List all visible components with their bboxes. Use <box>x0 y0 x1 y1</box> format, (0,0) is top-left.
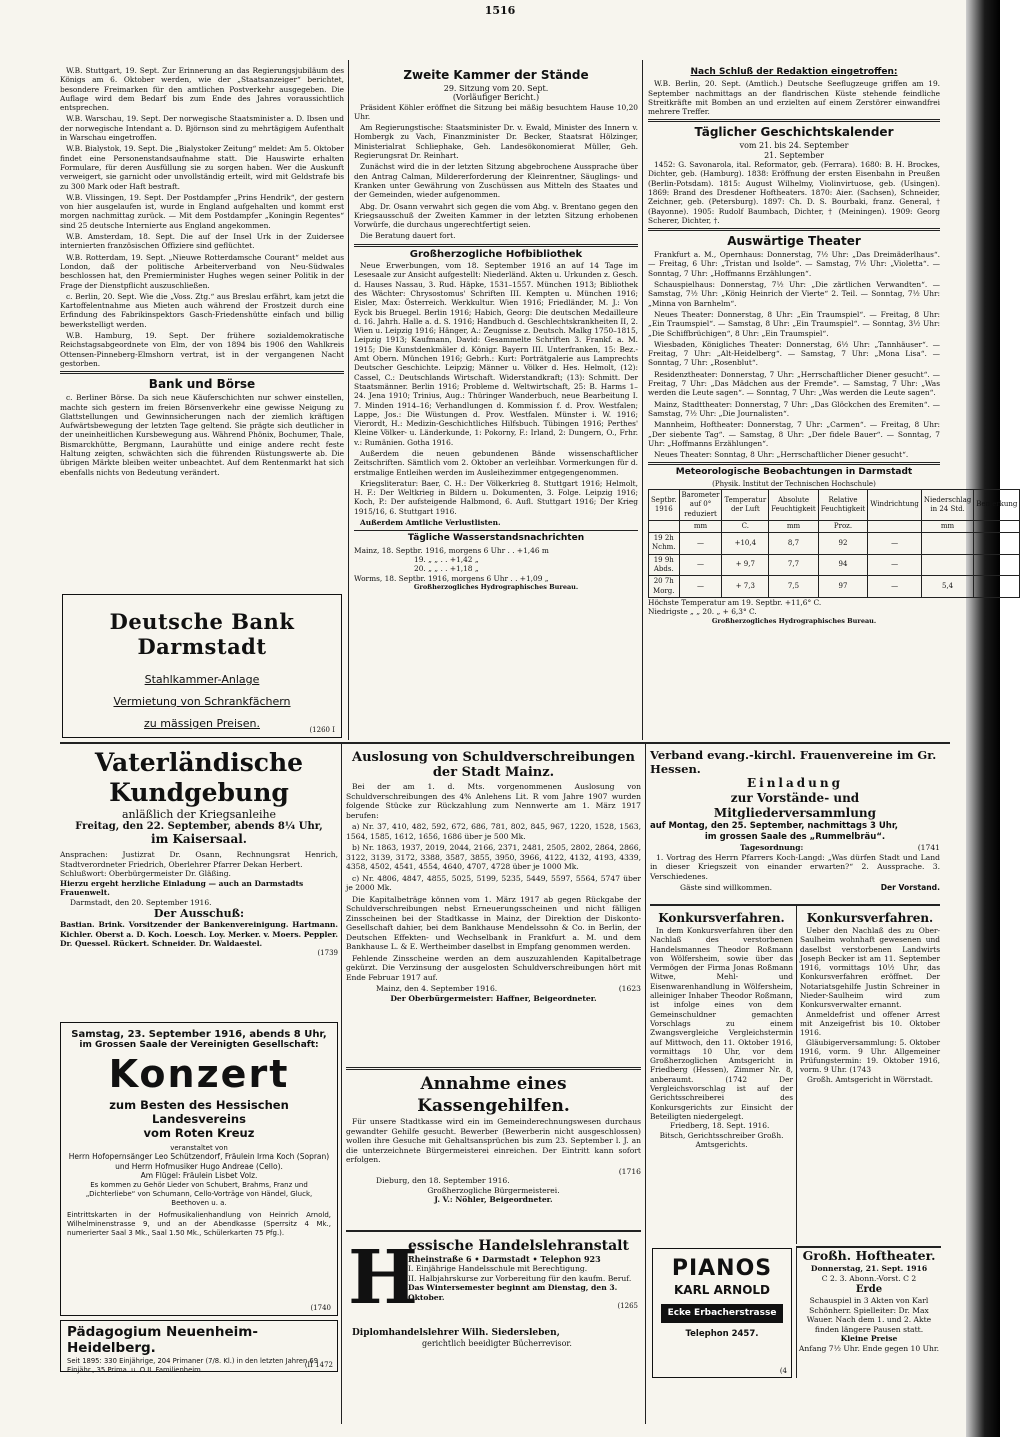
parliament-para: Am Regierungstische: Staatsminister Dr. v. Ewald, Minister des Innern v. Hombergk zu Vach, Finanzminister Dr. Becker, Staatsrat Hölzinger, Ministerialrat Schliephake, Geh. Landesökonomierat Müller, Geh. Regierungsrat Dr. Reinhart. <box>354 123 638 161</box>
paedagogium-title: Pädagogium Neuenheim-Heidelberg. <box>67 1324 258 1356</box>
weather-head: Temperatur der Luft <box>722 489 769 520</box>
weather-cell <box>974 576 1020 598</box>
weather-cell: 20 7h Morg. <box>649 576 680 598</box>
paedagogium-ad <box>60 1320 338 1372</box>
konkurs-title: Konkursverfahren. <box>806 911 934 925</box>
handelsschule-line: I. Einjährige Handelsschule mit Berechtigung. <box>408 1264 588 1273</box>
parliament-para: Zunächst wird die in der letzten Sitzung abgebrochene Aussprache über den Antrag Calman, Mildererforderung der Kleinrentner, Säuglings- und Kranken unter Gewährung von Zuschüssen aus Mitteln des Staates und der Gemeinden, wieder aufgenommen. <box>354 162 638 200</box>
verband-board: Der Vorstand. <box>880 883 940 892</box>
konzert-artists: Herrn Hofopernsänger Leo Schützendorf, Fräulein Irma Koch (Sopran) und Herrn Hofmusiker Hugo Andreae (Cello). <box>68 1152 330 1171</box>
paedagogium-text: Seit 1895: 330 Einjährige, 204 Primaner (7/8. Kl.) in den letzten Jahren 69 Einjähr., 35 Prima. u. O II. Familienheim. <box>67 1357 319 1374</box>
weather-cell <box>974 554 1020 576</box>
verband-notice <box>650 748 940 898</box>
pianos-title: PIANOS <box>671 1256 773 1281</box>
news-column-3 <box>648 66 1018 738</box>
ad-ref: (1741 <box>917 843 940 852</box>
news-column-2 <box>354 66 638 738</box>
calendar-sub: vom 21. bis 24. September <box>739 141 849 151</box>
meteo-max: Höchste Temperatur am 19. Septbr. +11,6° C. <box>648 597 822 607</box>
theater-item: Mannheim, Hoftheater: Donnerstag, 7 Uhr: „Carmen“. — Freitag, 8 Uhr: „Der siebente Tag“. — Samstag, 8 Uhr: „Der fidele Bauer“. — Sonntag, 7 Uhr: „Hoffmanns Erzählungen“. <box>648 420 940 448</box>
weather-head: Bemerkung <box>974 489 1020 520</box>
hoftheater-abo: C 2. 3. Abonn.-Vorst. C 2 <box>821 1273 917 1283</box>
weather-unit: Proz. <box>818 520 868 532</box>
column-rule <box>341 744 342 1424</box>
kundgebung-committee-title: Der Ausschuß: <box>153 907 245 920</box>
handelsschule-ad <box>346 1230 641 1422</box>
meteo-sub: (Physik. Institut der Technischen Hochschule) <box>712 479 876 488</box>
water-line: Mainz, 18. Septbr. 1916, morgens 6 Uhr . . +1,46 m <box>354 545 549 555</box>
theater-item: Wiesbaden, Königliches Theater: Donnerstag, 6½ Uhr: „Tannhäuser“. — Freitag, 7 Uhr: „Alt-Heidelberg“. — Samstag, 7 Uhr: „Mona Lisa“. — Sonntag, 7 Uhr: „Rosenblut“. <box>648 339 940 368</box>
auslosung-title: Auslosung von Schuldverschreibungen der Stadt Mainz. <box>352 750 635 780</box>
konzert-program: Es kommen zu Gehör Lieder von Schubert, Brahms, Franz und „Dichterliebe“ von Schumann, Cello-Vorträge von Händel, Gluck, Beethoven u. a. <box>85 1181 313 1207</box>
news-item: W.B. Bialystok, 19. Sept. Die „Bialystoker Zeitung“ meldet: Am 5. Oktober findet eine Personenstandsaufnahme statt. Die Hauswirte erhalten Formulare, für deren Ausfüllung sie zu sorgen haben. Wer die Auskunft verweigert, sie garnicht oder unvollständig erteilt, wird mit Geldstrafe bis zu 300 Mark oder Haft bestraft. <box>60 144 344 191</box>
hoftheater-play: Erde <box>855 1284 883 1295</box>
news-item: W.B. Warschau, 19. Sept. Der norwegische Staatsminister a. D. Ibsen und der norwegische Intendant a. D. Björnson sind zu mehrtägigem Aufenthalt in Warschau eingetroffen. <box>60 114 344 143</box>
section-heading: Tägliche Wasserstandsnachrichten <box>407 533 585 544</box>
pianos-ad <box>652 1248 792 1378</box>
weather-table <box>648 489 1020 598</box>
konkurs-left <box>650 910 793 1149</box>
ad-ref: (1740 <box>310 1304 331 1312</box>
hoftheater-desc: Schauspiel in 3 Akten von Karl Schönherr. Spielleiter: Dr. Max Wauer. Nach dem 1. und 2. Akte finden längere Pausen statt. <box>806 1296 932 1334</box>
column-rule <box>348 60 349 740</box>
section-heading: Bank und Börse <box>148 377 256 392</box>
library-text: Außerdem die neuen gebundenen Bände wissenschaftlicher Zeitschriften. Sämtlich vom 2. Oktober an verleihbar. Vormerkungen für d. erstmalige Entleihen werden im Ausleihezimmer entgegengenommen. <box>354 448 638 477</box>
weather-head: Niederschlag in 24 Std. <box>921 489 973 520</box>
weather-cell: +10,4 <box>722 533 769 555</box>
water-line: 20. „ „ . . +1,18 „ <box>414 564 479 574</box>
weather-head: Windrichtung <box>868 489 922 520</box>
weather-unit: C. <box>722 520 769 532</box>
theater-item: Mainz, Stadttheater: Donnerstag, 7 Uhr: „Das Glöckchen des Eremiten“. — Samstag, 7½ Uhr: „Die Journalisten“. <box>648 399 940 418</box>
weather-head: Barometer auf 0° reduziert <box>679 489 722 520</box>
weather-cell: + 7,3 <box>722 576 769 598</box>
session-line: 29. Sitzung vom 20. Sept. <box>443 84 549 93</box>
weather-unit: mm <box>921 520 973 532</box>
kassengehilfe-office: Großherzogliche Bürgermeisterei. <box>427 1185 560 1195</box>
library-text: Außerdem Amtliche Verlustlisten. <box>360 518 501 528</box>
handelsschule-director2: gerichtlich beeidigter Bücherrevisor. <box>422 1339 572 1348</box>
auslosung-notice <box>346 748 641 1060</box>
auslosung-intro: Bei der am 1. d. Mts. vorgenommenen Auslosung von Schuldverschreibungen des 4% Anlehens Lit. R vom Jahre 1907 wurden folgende Stücke zur Rückzahlung zum Nennwerte am 1. März 1917 berufen: <box>346 782 641 820</box>
hoftheater-start: Anfang 7½ Uhr. Ende gegen 10 Uhr. <box>798 1343 940 1353</box>
parliament-para: Präsident Köhler eröffnet die Sitzung bei mäßig besuchtem Hause 10,20 Uhr. <box>354 102 638 121</box>
weather-unit: mm <box>679 520 722 532</box>
weather-cell: 19 2h Nchm. <box>649 533 680 555</box>
kundgebung-dateline: Darmstadt, den 20. September 1916. <box>70 897 212 907</box>
weather-unit <box>649 520 680 532</box>
handelsschule-letter: H <box>348 1235 418 1321</box>
konzert-tickets: Eintrittskarten in der Hofmusikalienhandlung von Heinrich Arnold, Wilhelminenstrasse 9, und an der Abendkasse (Sperrsitz 4 Mk., numerierter Saal 3 Mk., Saal 1.50 Mk., Schülerkarten 75 Pfg.). <box>67 1211 331 1237</box>
ad-ref: (II 1472 <box>304 1361 333 1369</box>
verband-meeting: zur Vorstände- und Mitgliederversammlung <box>713 791 877 820</box>
hoftheater-prices: Kleine Preise <box>840 1334 898 1343</box>
news-item: W.B. Vlissingen, 19. Sept. Der Postdampfer „Prins Hendrik“, der gestern von hier ausgelaufen ist, wurde in England aufgehalten und kommt erst morgen nachmittag zurück. — Mit dem Postdampfer „Koningin Regentes“ sind 25 deutsche Internierte aus England angekommen. <box>60 192 344 230</box>
water-line: 19. „ „ . . +1,42 „ <box>414 554 479 564</box>
verband-place: im grossen Saale des „Rummelbräu“. <box>704 832 886 842</box>
horizontal-rule <box>60 742 950 744</box>
scan-edge <box>966 0 1000 1437</box>
kassengehilfe-title: Annahme eines Kassengehilfen. <box>417 1074 570 1116</box>
konzert-piano: Am Flügel: Fräulein Lisbet Volz. <box>140 1171 258 1180</box>
kundgebung-closing: Schlußwort: Oberbürgermeister Dr. Gläßing. <box>60 869 231 878</box>
theater-item: Neues Theater: Sonntag, 8 Uhr: „Herrschaftlicher Diener gesucht“. <box>654 450 909 460</box>
bank-ad-line: Vermietung von Schrankfächern <box>113 695 291 708</box>
weather-head: Relative Feuchtigkeit <box>818 489 868 520</box>
kundgebung-title: Vaterländische Kundgebung <box>94 748 304 807</box>
verband-title: Verband evang.-kirchl. Frauenvereine im Gr. Hessen. <box>650 748 937 776</box>
kundgebung-date: Freitag, den 22. September, abends 8¼ Uhr, <box>75 821 323 832</box>
konzert-date: Samstag, 23. September 1916, abends 8 Uhr, <box>71 1029 327 1040</box>
konkurs-dateline: Friedberg, 18. Sept. 1916. <box>670 1121 770 1131</box>
kundgebung-speakers: Ansprachen: Justizrat Dr. Osann, Rechnungsrat Henrich, Stadtverordneter Friedrich, Oberlehrer Pfarrer Dekan Herbert. <box>60 850 338 869</box>
weather-cell: — <box>679 533 722 555</box>
konzert-place: im Grossen Saale der Vereinigten Gesellschaft: <box>79 1040 319 1050</box>
parliament-para: Abg. Dr. Osann verwahrt sich gegen die vom Abg. v. Brentano gegen den Kriegsausschuß der Zweiten Kammer in der letzten Sitzung erhobenen Vorwürfe, die durchaus ungerechtfertigt seien. <box>354 201 638 230</box>
hoftheater-ad <box>796 1246 941 1378</box>
auslosung-list: a) Nr. 37, 410, 482, 592, 672, 686, 781, 802, 845, 967, 1220, 1528, 1563, 1564, 1585, 1612, 1656, 1686 über je 500 Mk. <box>346 822 641 841</box>
konkurs-right <box>800 910 940 1084</box>
ad-ref: (4 <box>779 1367 787 1375</box>
water-line: Worms, 18. Septbr. 1916, morgens 6 Uhr . . +1,09 „ <box>354 573 549 583</box>
section-heading: Auswärtige Theater <box>727 234 861 249</box>
weather-unit <box>868 520 922 532</box>
handelsschule-line: II. Halbjahrskurse zur Vorbereitung für den kaufm. Beruf. <box>408 1273 632 1283</box>
news-item: c. Berlin, 20. Sept. Wie die „Voss. Ztg.“ aus Breslau erfährt, kam jetzt die Kartoffelentnahme aus Mieten auch während der Frostzeit durch eine Erfindung des Fabrikinspektors Gasch-Friedenshütte einfach und billig bewerkstelligt werden. <box>60 291 344 329</box>
ad-ref: (1623 <box>618 984 641 993</box>
weather-cell: + 9,7 <box>722 554 769 576</box>
konkurs-title: Konkursverfahren. <box>658 911 785 925</box>
auslosung-signature: Der Oberbürgermeister: Haffner, Beigeordneter. <box>390 993 597 1003</box>
handelsschule-title: essische Handelslehranstalt <box>408 1238 629 1254</box>
calendar-date: 21. September <box>764 150 824 160</box>
weather-cell: — <box>868 533 922 555</box>
weather-cell: 97 <box>818 576 868 598</box>
weather-cell: 92 <box>818 533 868 555</box>
ad-ref: (1716 <box>618 1166 641 1176</box>
deutsche-bank-ad <box>62 594 342 738</box>
auslosung-list: b) Nr. 1863, 1937, 2019, 2044, 2166, 2371, 2481, 2505, 2802, 2864, 2866, 3122, 3139, 3172, 3388, 3587, 3855, 3950, 3966, 4122, 4132, 4193, 4339, 4358, 4502, 4541, 4554, 4640, 4707, 4728 über je 1000 Mk. <box>346 843 641 871</box>
kundgebung-place: im Kaisersaal. <box>151 832 247 846</box>
library-text: Kriegsliteratur: Baer, C. H.: Der Völkerkrieg 8. Stuttgart 1916; Helmolt, H. F.: Der Weltkrieg in Bildern u. Dokumenten, 3. Folge. Leipzig 1916; Koch, P.: Der aufsteigende Halbmond, 6. Aufl. Stuttgart 1916; Der Krieg 1915/16, 6. Stuttgart 1916. <box>354 478 638 516</box>
pianos-telephone: Telephon 2457. <box>685 1329 759 1339</box>
column-rule <box>642 60 643 740</box>
section-heading: Nach Schluß der Redaktion eingetroffen: <box>690 67 898 77</box>
verband-invite: Einladung <box>747 776 843 790</box>
kassengehilfe-dateline: Dieburg, den 18. September 1916. <box>376 1176 510 1185</box>
kundgebung-invite: Hierzu ergeht herzliche Einladung — auch an Darmstadts Frauenwelt. <box>60 878 304 897</box>
news-column-1 <box>60 66 344 586</box>
konzert-by: veranstaltet von <box>170 1144 228 1152</box>
theater-item: Schauspielhaus: Donnerstag, 7½ Uhr: „Die zärtlichen Verwandten“. — Samstag, 7½ Uhr: „König Heinrich der Vierte“ 2. Teil. — Sonntag, 7½ Uhr: „Minna von Barnhelm“. <box>648 280 940 308</box>
report-line: (Vorläufiger Bericht.) <box>452 93 540 103</box>
bank-ad-line: zu mässigen Preisen. <box>144 717 260 730</box>
weather-cell <box>921 533 973 555</box>
handelsschule-address: Rheinstraße 6 • Darmstadt • Telephon 923 <box>408 1254 601 1264</box>
konkurs-sign: Großh. Amtsgericht in Wörrstadt. <box>807 1074 933 1084</box>
ad-ref: (1260 I <box>309 726 335 734</box>
konzert-ad <box>60 1022 338 1316</box>
weather-unit <box>974 520 1020 532</box>
verband-guests: Gäste sind willkommen. <box>680 883 773 892</box>
konkurs-text: Gläubigerversammlung: 5. Oktober 1916, vorm. 9 Uhr. Allgemeiner Prüfungstermin: 19. Oktober 1916, vorm. 9 Uhr. (1743 <box>800 1037 940 1075</box>
weather-head: Absolute Feuchtigkeit <box>769 489 819 520</box>
kassengehilfe-notice <box>346 1064 641 1224</box>
calendar-text: 1452: G. Savonarola, ital. Reformator, geb. (Ferrara). 1680: B. H. Brockes, Dichter, geb. (Hamburg). 1838: Eröffnung der ersten Eisenbahn in Preußen (Berlin-Potsdam). 1815: August Wilhelmy, Violinvirtuose, geb. (Usingen). 1869: Brand des Dresdener Hoftheaters. 1870: Aier. (Sachsen), Schneider, Zeichner, geb. (Petersburg). 1897: Ch. D. S. Bourbaki, franz. General, † (Bayonne). 1905: Rudolf Baumbach, Dichter, † (Meiningen). 1909: Georg Scherer, Dichter, †. <box>648 160 940 225</box>
page-number: 1516 <box>484 4 516 17</box>
weather-unit: mm <box>769 520 819 532</box>
hoftheater-date: Donnerstag, 21. Sept. 1916 <box>810 1264 928 1273</box>
weather-cell: — <box>679 554 722 576</box>
bank-report: c. Berliner Börse. Da sich neue Käuferschichten nur schwer einstellen, machte sich gestern im freien Börsenverkehr eine gewisse Neigung zu Glattstellungen und Gewinnsicherungen nach der ziemlich kräftigen Aufwärtsbewegung der letzten Tage geltend. Sie prägte sich deutlicher in der uneinheitlichen Kursbewegung aus. Während Phönix, Bochumer, Thale, Bismarckhütte, Bergmann, Laurahütte und einige andere recht feste Haltung zeigten, schwächten sich die führenden Rüstungswerte ab. Die übrigen Märkte bleiben weiter unbeachtet. Auf dem Rentenmarkt hat sich ebenfalls nichts von Bedeutung verändert. <box>60 393 344 477</box>
weather-cell: 8,7 <box>769 533 819 555</box>
konzert-title: Konzert <box>108 1052 290 1096</box>
ad-ref: (1739 <box>317 948 338 957</box>
section-heading: Großherzogliche Hofbibliothek <box>409 248 583 260</box>
konkurs-text: Ueber den Nachlaß des zu Ober-Saulheim wohnhaft gewesenen und daselbst verstorbenen Landwirts Joseph Becker ist am 11. September 1916, vormittags 10½ Uhr, das Konkursverfahren eröffnet. Der Notariatsgehilfe Justin Schreiner in Nieder-Saulheim wird zum Konkursverwalter ernannt. <box>800 926 940 1010</box>
auslosung-list: c) Nr. 4806, 4847, 4855, 5025, 5199, 5235, 5449, 5597, 5564, 5747 über je 2000 Mk. <box>346 873 641 892</box>
weather-cell: — <box>868 554 922 576</box>
konkurs-sign: Bitsch, Gerichtsschreiber Großh. Amtsgerichts. <box>659 1130 784 1149</box>
verband-agenda-title: Tagesordnung: <box>740 843 804 852</box>
news-item: W.B. Rotterdam, 19. Sept. „Nieuwe Rotterdamsche Courant“ meldet aus London, daß der politische Arbeiterverband von Neu-Südwales beschlossen hat, den Premierminister Hughes wegen seiner Politik in der Frage der Dienstpflicht auszuschließen. <box>60 252 344 290</box>
kassengehilfe-signature: J. V.: Nöhler, Beigeordneter. <box>434 1195 553 1204</box>
weather-cell: 5,4 <box>921 576 973 598</box>
kassengehilfe-text: Für unsere Stadtkasse wird ein im Gemeinderechnungswesen durchaus gewandter Gehilfe gesucht. Bewerber (Bewerberin nicht ausgeschlossen) wollen ihre Gesuche mit Gehaltsansprüchen bis zum 23. September l. J. an die unterzeichnete Bürgermeisterei einreichen. Der Eintritt kann sofort erfolgen. <box>346 1117 641 1164</box>
konzert-purpose: zum Besten des Hessischen Landesvereins <box>109 1098 289 1126</box>
verband-date: auf Montag, den 25. September, nachmittags 3 Uhr, <box>650 821 898 831</box>
weather-cell: 7,7 <box>769 554 819 576</box>
handelsschule-director: Diplomhandelslehrer Wilh. Siedersleben, <box>352 1328 560 1338</box>
theater-item: Frankfurt a. M., Opernhaus: Donnerstag, 7½ Uhr: „Das Dreimäderlhaus“. — Freitag, 6 Uhr: „Tristan und Isolde“. — Samstag, 7½ Uhr: „Violetta“. — Sonntag, 7 Uhr: „Hoffmanns Erzählungen“. <box>648 250 940 278</box>
weather-cell: 94 <box>818 554 868 576</box>
water-footer: Großherzogliches Hydrographisches Bureau. <box>413 582 579 591</box>
konkurs-section <box>650 904 940 1244</box>
ad-ref: (1265 <box>617 1302 638 1310</box>
library-text: Neue Erwerbungen, vom 18. September 1916 an auf 14 Tage im Lesesaale zur Ansicht aufgestellt: Niederländ. Akten u. Urkunden z. Gesch. d. Hauses Nassau, 3. Rud. Häpke, 1531–1557. München 1913; Bibliothek des Wächter: Chrysostomus' Schriften III. Kempten u. München 1916; Eisler, Max: Österreich. Werkkultur. Wien 1916; Friedländer, M. J.: Von Eyck bis Bruegel. Berlin 1916; Habich, Georg: Die deutschen Medailleure d. 16. Jahrh. Halle a. d. S. 1916; Handbuch d. Geschlechtskrankheiten II, 2. Wien u. Leipzig 1916; Hänger, A.: Zeugnisse z. Deutsch. Malkg 1750–1815, Leipzig 1913; Kaufmann, David: Gesammelte Schriften 3. Frankf. a. M. 1915; Die Kunstdenkmäler d. Königr. Bayern III. Unterfranken, 15: Bez.-Amt Obern. München 1916; Gebrh.: Kurt: Porträtgalerie aus Lamprechts Deutscher Geschichte. Leipzig; Männer u. Völker d. Hes. Helmolt, (12): Cassel, C.: Deutschlands Wirtschaft. Widerstandkraft; (13): Schmitt. Der Staatsmänner. Berlin 1916; Probleme d. Weltwirtschaft, 25: B. Harms 1–24. Jena 1910; Trinius, Aug.: Thüringer Wanderbuch, neue Bearbeitung I. 7. Minden 1914–16; Verhandlungen d. Kommission f. d. Prov. Westfalen; Lappe, Jos.: Die Wüstungen d. Prov. Westfalen. Münster i. W. 1916; Vierordt, H.: Medizin-Geschichtliches Hilfsbuch. Tübingen 1916; Perthes' Kleine Völker- u. Länderkunde, 1: Pokorny, F.: Irland, 2: Dungern, O., Frhr. v.: Rumänien. Gotha 1916. <box>354 261 638 447</box>
meteo-min: Niedrigste „ „ 20. „ + 6,3° C. <box>648 607 757 617</box>
kundgebung-ad <box>60 748 338 1018</box>
verband-agenda: 1. Vortrag des Herrn Pfarrers Koch-Langd: „Was dürfen Stadt und Land in dieser Kriegszeit von einander erwarten?“ 2. Aussprache. 3. Verschiedenes. <box>650 852 940 881</box>
konkurs-text: Anmeldefrist und offener Arrest mit Anzeigefrist bis 10. Oktober 1916. <box>800 1009 940 1038</box>
kundgebung-committee: Bastian. Brink. Vorsitzender der Bankenvereinigung. Hartmann. Kichler. Oberst a. D. Koch. Loesch. Loy. Merker. v. Moers. Peppler. Dr. Quessel. Rückert. Schneider. Dr. Waldaestel. <box>60 920 338 948</box>
section-heading: Täglicher Geschichtskalender <box>694 125 894 140</box>
pianos-name: KARL ARNOLD <box>673 1283 771 1297</box>
theater-item: Neues Theater: Donnerstag, 8 Uhr: „Ein Traumspiel“. — Freitag, 8 Uhr: „Ein Traumspiel“. — Samstag, 8 Uhr: „Ein Traumspiel“. — Sonntag, 3½ Uhr: „Die Schiffbrüchigen“, 8 Uhr: „Ein Traumspiel“. <box>648 309 940 338</box>
late-news: W.B. Berlin, 20. Sept. (Amtlich.) Deutsche Seeflugzeuge griffen am 19. September nachmittags an der flandrischen Küste stehende feindliche Streitkräfte mit Bomben an und erzielten auf einem Zerstörer einwandfrei mehrere Treffer. <box>648 79 940 117</box>
bank-ad-line: Stahlkammer-Anlage <box>144 673 260 686</box>
meteo-footer: Großherzogliches Hydrographisches Bureau. <box>711 616 877 625</box>
section-heading: Meteorologische Beobachtungen in Darmstadt <box>675 467 913 478</box>
auslosung-body: Fehlende Zinsscheine werden an dem auszuzahlenden Kapitalbetrage gekürzt. Die Verzinsung der ausgelosten Schuldverschreibungen hört mit Ende Februar 1917 auf. <box>346 953 641 982</box>
bank-ad-title: Deutsche Bank Darmstadt <box>109 609 295 659</box>
kundgebung-sub: anläßlich der Kriegsanleihe <box>121 808 277 821</box>
parliament-para: Die Beratung dauert fort. <box>360 231 456 241</box>
handelsschule-line: Das Wintersemester beginnt am Dienstag, den 3. Oktober. <box>408 1283 618 1302</box>
news-item: W.B. Amsterdam, 18. Sept. Die auf der Insel Urk in der Zuidersee internierten französischen Offiziere sind geflüchtet. <box>60 232 344 251</box>
auslosung-dateline: Mainz, den 4. September 1916. <box>376 984 498 993</box>
theater-item: Residenztheater: Donnerstag, 7 Uhr: „Herrschaftlicher Diener gesucht“. — Freitag, 7 Uhr: „Das Mädchen aus der Fremde“. — Samstag, 7 Uhr: „Was werden die Leute sagen“. — Sonntag, 7 Uhr: „Was werden die Leute sagen“. <box>648 369 940 398</box>
hoftheater-title: Großh. Hoftheater. <box>802 1248 936 1263</box>
news-item: W.B. Hamburg, 19. Sept. Der frühere sozialdemokratische Reichstagsabgeordnete von Elm, der von 1894 bis 1906 den Wahlkreis Ottensen-Pinneberg-Elmshorn vertrat, ist in der vergangenen Nacht gestorben. <box>60 331 344 368</box>
weather-cell: 7,5 <box>769 576 819 598</box>
news-item: W.B. Stuttgart, 19. Sept. Zur Erinnerung an das Regierungsjubiläum des Königs am 6. Oktober werden, wie der „Staatsanzeiger“ berichtet, besondere Freimarken für den amtlichen Postverkehr ausgegeben. Die Auflage wird dem Bedarf bis zum Ende des Jahres voraussichtlich entsprechen. <box>60 66 344 113</box>
auslosung-body: Die Kapitalbeträge können vom 1. März 1917 ab gegen Rückgabe der Schuldverschreibungen nebst Erneuerungsscheinen und nicht fälligen Zinsscheinen bei der Stadtkasse in Mainz, der Direktion der Diskonto-Gesellschaft dahier, bei dem Bankhause Mendelssohn & Co. in Berlin, der Deutschen Effekten- und Wechselbank in Frankfurt a. M. und dem Bankhause L. & E. Wertheimber daselbst in Empfang genommen werden. <box>346 894 641 951</box>
konzert-purpose: vom Roten Kreuz <box>143 1126 255 1140</box>
weather-cell: 19 9h Abds. <box>649 554 680 576</box>
weather-cell: — <box>679 576 722 598</box>
weather-cell <box>974 533 1020 555</box>
weather-head: Septbr. 1916 <box>649 489 680 520</box>
section-heading: Zweite Kammer der Stände <box>403 68 589 82</box>
column-rule <box>645 744 646 1424</box>
pianos-corner: Ecke Erbacherstrasse <box>661 1304 783 1323</box>
konkurs-text: In dem Konkursverfahren über den Nachlaß des verstorbenen Handelsmannes Theodor Roßmann von Wölfersheim, sowie über das Vermögen der Firma Jonas Roßmann Witwe, Mehl- und Eisenwarenhandlung in Wölfersheim, alleiniger Inhaber Theodor Roßmann, ist infolge eines von dem Gemeinschuldner gemachten Vorschlags zu einem Zwangsvergleiche Vergleichstermin auf Mittwoch, den 11. Oktober 1916, vormittags 10 Uhr, vor dem Großherzoglichen Amtsgericht in Friedberg (Hessen), Zimmer Nr. 8, anberaumt. (1742 Der Vergleichsvorschlag ist auf der Gerichtsschreiberei des Konkursgerichts zur Einsicht der Beteiligten niedergelegt. <box>650 926 793 1121</box>
weather-cell <box>921 554 973 576</box>
weather-cell: — <box>868 576 922 598</box>
